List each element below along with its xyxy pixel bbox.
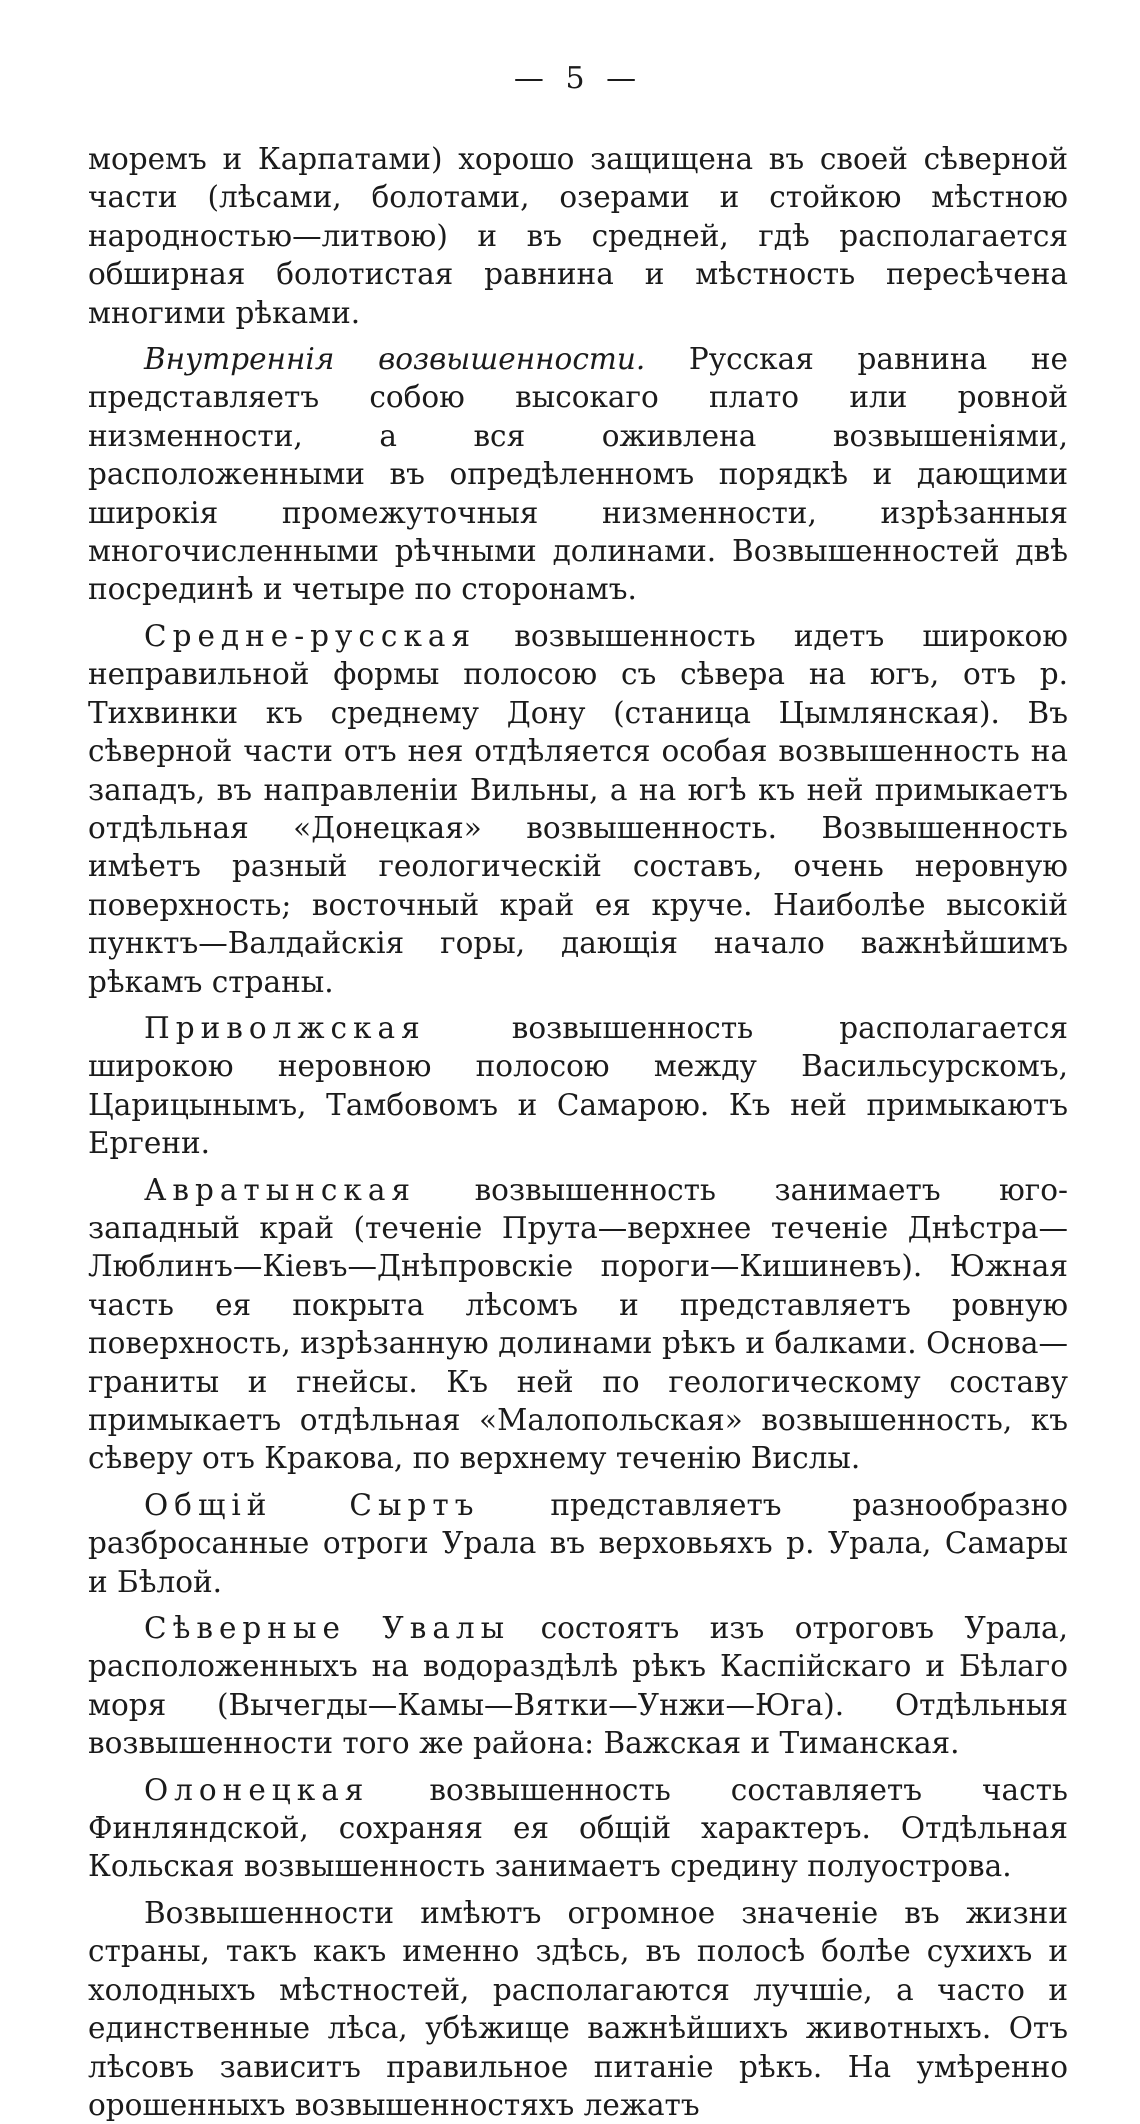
- term-obshchiy-syrt: Общій Сыртъ: [144, 1487, 480, 1522]
- paragraph-text: представляетъ разнообразно разбросанные отроги Урала въ верховьяхъ р. Урала, Самары и Бѣлой.: [88, 1487, 1068, 1599]
- section-heading-inner-uplands: Внутреннія возвышенности.: [144, 342, 646, 377]
- term-avratyn: Авратынская: [144, 1172, 417, 1207]
- paragraph-7: [88, 1609, 1068, 1763]
- term-olonets: Олонецкая: [144, 1772, 370, 1807]
- paragraph-text: возвышенность занимаетъ юго-западный край (теченіе Прута—верхнее теченіе Днѣстра—Люблинъ—Кіевъ—Днѣпровскіе пороги—Кишиневъ). Южная часть ея покрыта лѣсомъ и представляетъ ровную поверхность, изрѣзанную долинами рѣкъ и балками. Основа—граниты и гнейсы. Къ ней по геологическому составу примыкаетъ отдѣльная «Малопольская» возвышенность, къ сѣверу отъ Кракова, по верхнему теченію Вислы.: [88, 1172, 1068, 1476]
- paragraph-text: состоятъ изъ отроговъ Урала, расположенныхъ на водораздѣлѣ рѣкъ Каспійскаго и Бѣлаго моря (Вычегды—Камы—Вятки—Унжи—Юга). Отдѣльныя возвышенности того же района: Важская и Тиманская.: [88, 1611, 1068, 1761]
- term-central-russian: Средне-русская: [144, 618, 477, 653]
- term-northern-uvaly: Сѣверные Увалы: [144, 1611, 511, 1646]
- paragraph-5: [88, 1171, 1068, 1478]
- paragraph-text: возвышенность составляетъ часть Финляндской, сохраняя ея общій характеръ. Отдѣльная Кольская возвышенность занимаетъ средину полуострова.: [88, 1772, 1068, 1884]
- paragraph-9: [88, 1894, 1068, 2124]
- paragraph-text: Русская равнина не представляетъ собою высокаго плато или ровной низменности, а вся оживлена возвышеніями, расположенными въ опредѣленномъ порядкѣ и дающими широкія промежуточныя низменности, изрѣзанныя многочисленными рѣчными долинами. Возвышенностей двѣ посрединѣ и четыре по сторонамъ.: [88, 342, 1069, 607]
- paragraph-text: Возвышенности имѣютъ огромное значеніе въ жизни страны, такъ какъ именно здѣсь, въ полосѣ болѣе сухихъ и холодныхъ мѣстностей, располагаются лучшіе, а часто и единственные лѣса, убѣжище важнѣйшихъ животныхъ. Отъ лѣсовъ зависитъ правильное питаніе рѣкъ. На умѣренно орошенныхъ возвышенностяхъ лежатъ: [88, 1895, 1068, 2122]
- term-volga: Приволжская: [144, 1010, 426, 1045]
- paragraph-1: [88, 140, 1068, 332]
- paragraph-2: [88, 340, 1068, 609]
- paragraph-text: возвышенность располагается широкою неровною полосою между Васильсурскомъ, Царицынымъ, Тамбовомъ и Самарою. Къ ней примыкаютъ Ергени.: [88, 1010, 1068, 1161]
- paragraph-text: моремъ и Карпатами) хорошо защищена въ своей сѣверной части (лѣсами, болотами, озерами и стойкою мѣстною народностью—литвою) и въ средней, гдѣ располагается обширная болотистая равнина и мѣстность пересѣчена многими рѣками.: [88, 142, 1068, 330]
- paragraph-text: возвышенность идетъ широкою неправильной формы полосою съ сѣвера на югъ, отъ р. Тихвинки къ среднему Дону (станица Цымлянская). Въ сѣверной части отъ нея отдѣляется особая возвышенность на западъ, въ направленіи Вильны, а на югѣ къ ней примыкаетъ отдѣльная «Донецкая» возвышенность. Возвышенность имѣетъ разный геологическій составъ, очень неровную поверхность; восточный край ея круче. Наиболѣе высокій пунктъ—Валдайскія горы, дающія начало важнѣйшимъ рѣкамъ страны.: [88, 618, 1068, 999]
- paragraph-4: [88, 1009, 1068, 1163]
- page-number: — 5 —: [513, 61, 643, 96]
- paragraph-8: [88, 1771, 1068, 1886]
- paragraph-3: [88, 617, 1068, 1001]
- paragraph-6: [88, 1486, 1068, 1601]
- book-page: [88, 58, 1069, 2122]
